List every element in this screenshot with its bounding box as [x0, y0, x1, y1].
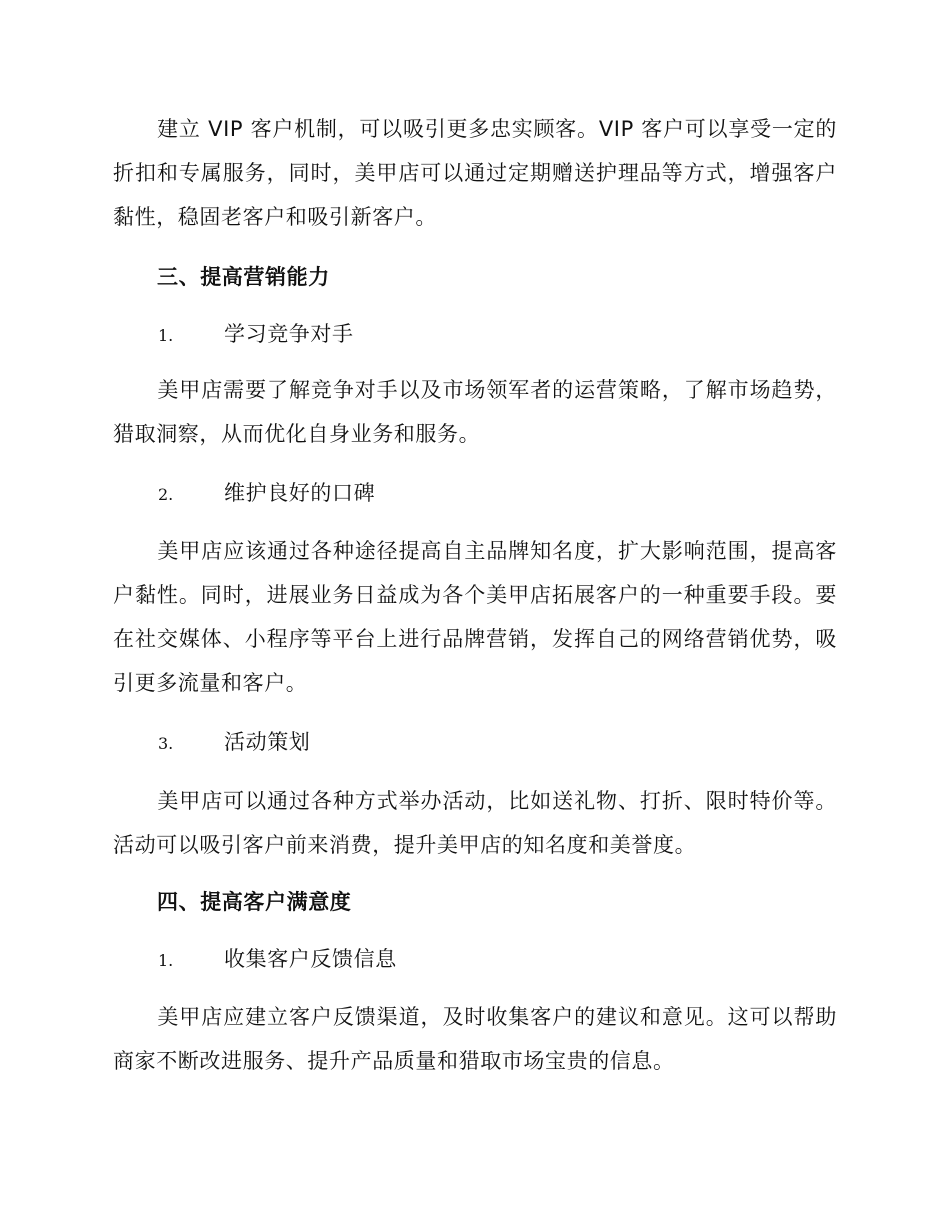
paragraph-events: [113, 779, 837, 867]
section-heading-satisfaction: 四、提高客户满意度: [157, 890, 352, 914]
paragraph-text: 美甲店可以通过各种方式举办活动，比如送礼物、打折、限时特价等。活动可以吸引客户前来消费，提升美甲店的知名度和美誉度。: [113, 789, 837, 857]
paragraph-reputation: [113, 529, 837, 705]
paragraph-feedback: [113, 995, 837, 1083]
paragraph-competitors: [113, 368, 837, 456]
list-item-number: 1.: [158, 326, 174, 345]
list-item-title: 学习竞争对手: [224, 322, 354, 346]
list-item-events: [158, 727, 310, 759]
list-item-competitors: [158, 319, 354, 351]
list-item-title: 收集客户反馈信息: [224, 947, 397, 971]
paragraph-vip-program: [113, 107, 837, 239]
list-item-feedback: [158, 944, 397, 976]
paragraph-text: 建立 VIP 客户机制，可以吸引更多忠实顾客。VIP 客户可以享受一定的折扣和专属服务，同时，美甲店可以通过定期赠送护理品等方式，增强客户黏性，稳固老客户和吸引新客户。: [113, 117, 837, 229]
section-heading-marketing: 三、提高营销能力: [157, 265, 330, 289]
list-item-title: 活动策划: [224, 730, 311, 754]
list-item-title: 维护良好的口碑: [224, 481, 376, 505]
paragraph-text: 美甲店应该通过各种途径提高自主品牌知名度，扩大影响范围，提高客户黏性。同时，进展业务日益成为各个美甲店拓展客户的一种重要手段。要在社交媒体、小程序等平台上进行品牌营销，发挥自己的网络营销优势，吸引更多流量和客户。: [113, 539, 837, 695]
paragraph-text: 美甲店需要了解竞争对手以及市场领军者的运营策略，了解市场趋势，猎取洞察，从而优化自身业务和服务。: [113, 378, 837, 446]
list-item-number: 1.: [158, 951, 174, 970]
paragraph-text: 美甲店应建立客户反馈渠道，及时收集客户的建议和意见。这可以帮助商家不断改进服务、提升产品质量和猎取市场宝贵的信息。: [113, 1005, 837, 1073]
list-item-number: 2.: [158, 485, 174, 504]
list-item-reputation: [158, 478, 375, 510]
list-item-number: 3.: [158, 734, 174, 753]
